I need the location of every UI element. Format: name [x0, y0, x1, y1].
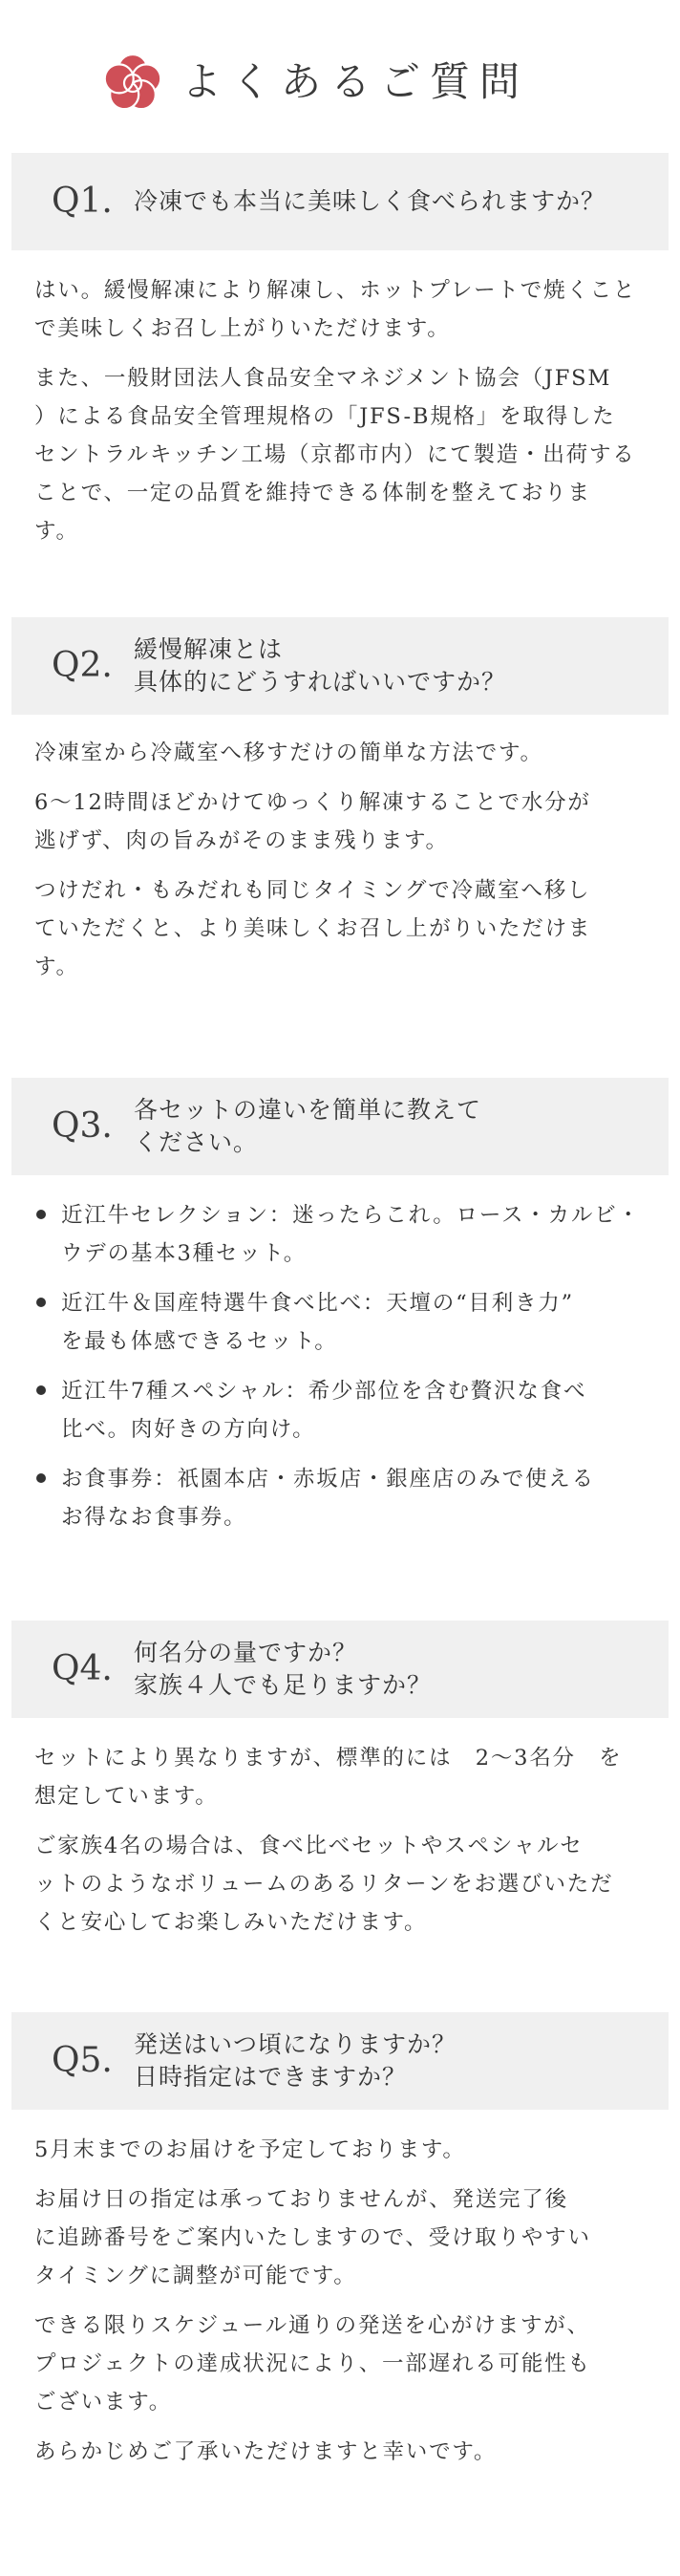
- answer-line: できる限りスケジュール通りの発送を心がけますが、: [34, 2313, 590, 2338]
- answer-line: はい。緩慢解凍により解凍し、ホットプレートで焼くこと: [34, 278, 637, 303]
- answer-paragraph: [34, 359, 646, 550]
- answer-paragraph: [34, 2131, 646, 2169]
- answer-paragraph: [34, 734, 646, 772]
- answer-paragraph: [34, 871, 646, 986]
- question-line: ください。: [134, 1128, 259, 1156]
- question-bar: [11, 617, 669, 715]
- list-line: ウデの基本3種セット。: [61, 1241, 308, 1266]
- answer-paragraph: [34, 271, 646, 348]
- list-line: 比べ。肉好きの方向け。: [61, 1417, 316, 1442]
- answer-line: で美味しくお召し上がりいただけます。: [34, 316, 451, 341]
- page-title: よくあるご質問: [181, 58, 530, 105]
- answer-line: 5月末までのお届けを予定しております。: [34, 2137, 466, 2162]
- plum-blossom-knot-icon: [99, 50, 166, 117]
- logo-petal: [105, 64, 134, 93]
- question-line: 緩慢解凍とは: [134, 635, 284, 663]
- answer-line: 6〜12時間ほどかけてゆっくり解凍することで水分が: [34, 790, 591, 815]
- answer: [34, 1739, 646, 1942]
- list-line: 近江牛＆国産特選牛食べ比べ：天壇の“目利き力”: [61, 1291, 574, 1316]
- answer: [34, 2131, 646, 2471]
- list-item: [34, 1460, 646, 1536]
- question-line: 発送はいつ頃になりますか？: [134, 2030, 457, 2058]
- answer-line: ていただくと、より美味しくお召し上がりいただけま: [34, 916, 592, 941]
- answer-line: す。: [34, 955, 79, 979]
- answer-line: くと安心してお楽しみいただけます。: [34, 1910, 428, 1935]
- answer-line: ）による食品安全管理規格の「JFS-B規格」を取得した: [34, 404, 616, 429]
- answer-line: ことで、一定の品質を維持できる体制を整えておりま: [34, 481, 591, 505]
- answer-line: セントラルキッチン工場（京都市内）にて製造・出荷する: [34, 442, 636, 467]
- answer-paragraph: [34, 784, 646, 860]
- list-item: [34, 1372, 646, 1449]
- answer-paragraph: [34, 2433, 646, 2471]
- question-number: Q5.: [52, 2041, 113, 2080]
- question-line: 冷凍でも本当に美味しく食べられますか？: [134, 187, 606, 215]
- question-text: [134, 185, 606, 218]
- answer-paragraph: [34, 1739, 646, 1815]
- question-line: 各セットの違いを簡単に教えて: [134, 1096, 482, 1124]
- answer-line: す。: [34, 519, 79, 544]
- question-bar: [11, 1621, 669, 1718]
- list-line: 近江牛セレクション：迷ったらこれ。ロース・カルビ・: [61, 1203, 641, 1228]
- list-line: お食事券：祇園本店・赤坂店・銀座店のみで使える: [61, 1467, 595, 1492]
- answer-line: 冷凍室から冷蔵室へ移すだけの簡単な方法です。: [34, 741, 543, 765]
- answer-line: セットにより異なりますが、標準的には 2〜3名分 を: [34, 1746, 623, 1771]
- question-number: Q1.: [52, 182, 113, 221]
- list-item: [34, 1284, 646, 1361]
- list-item: [34, 1196, 646, 1273]
- answer-paragraph: [34, 2307, 646, 2421]
- question-number: Q2.: [52, 646, 113, 685]
- question-text: [134, 1637, 432, 1702]
- answer-line: プロジェクトの達成状況により、一部遅れる可能性も: [34, 2351, 591, 2376]
- list-line: 近江牛7種スペシャル：希少部位を含む贅沢な食べ: [61, 1379, 587, 1404]
- question-line: 家族４人でも足りますか？: [134, 1671, 433, 1699]
- question-number: Q3.: [52, 1106, 113, 1146]
- answer-line: あらかじめご了承いただけますと幸いです。: [34, 2439, 498, 2464]
- answer-line: お届け日の指定は承っておりませんが、発送完了後: [34, 2187, 568, 2212]
- answer-line: つけだれ・もみだれも同じタイミングで冷蔵室へ移し: [34, 878, 591, 903]
- answer-paragraph: [34, 2180, 646, 2295]
- faq-header: [0, 46, 680, 122]
- set-comparison-list: [34, 1196, 646, 1536]
- question-line: 日時指定はできますか？: [134, 2063, 408, 2091]
- answer-line: ご家族4名の場合は、食べ比べセットやスペシャルセ: [34, 1834, 584, 1858]
- answer-line: 想定しています。: [34, 1784, 219, 1809]
- list-line: お得なお食事券。: [61, 1505, 247, 1530]
- question-text: [134, 2029, 457, 2093]
- question-bar: [11, 1078, 669, 1175]
- answer: [34, 271, 646, 550]
- answer-line: タイミングに調整が可能です。: [34, 2264, 357, 2288]
- question-text: [134, 1094, 481, 1159]
- question-bar: [11, 153, 669, 250]
- answer-line: ットのようなボリュームのあるリターンをお選びいただ: [34, 1872, 614, 1897]
- question-bar: [11, 2012, 669, 2110]
- answer-line: ございます。: [34, 2390, 173, 2415]
- list-line: を最も体感できるセット。: [61, 1329, 338, 1354]
- question-line: 何名分の量ですか？: [134, 1639, 358, 1666]
- answer-line: 逃げず、肉の旨みがそのまま残ります。: [34, 828, 449, 853]
- question-number: Q4.: [52, 1649, 113, 1688]
- answer-line: また、一般財団法人食品安全マネジメント協会（JFSM: [34, 366, 612, 391]
- answer: [34, 1196, 646, 1548]
- answer-line: に追跡番号をご案内いたしますので、受け取りやすい: [34, 2225, 591, 2250]
- answer-paragraph: [34, 1827, 646, 1942]
- answer: [34, 734, 646, 986]
- question-line: 具体的にどうすればいいですか？: [134, 668, 507, 696]
- question-text: [134, 633, 506, 698]
